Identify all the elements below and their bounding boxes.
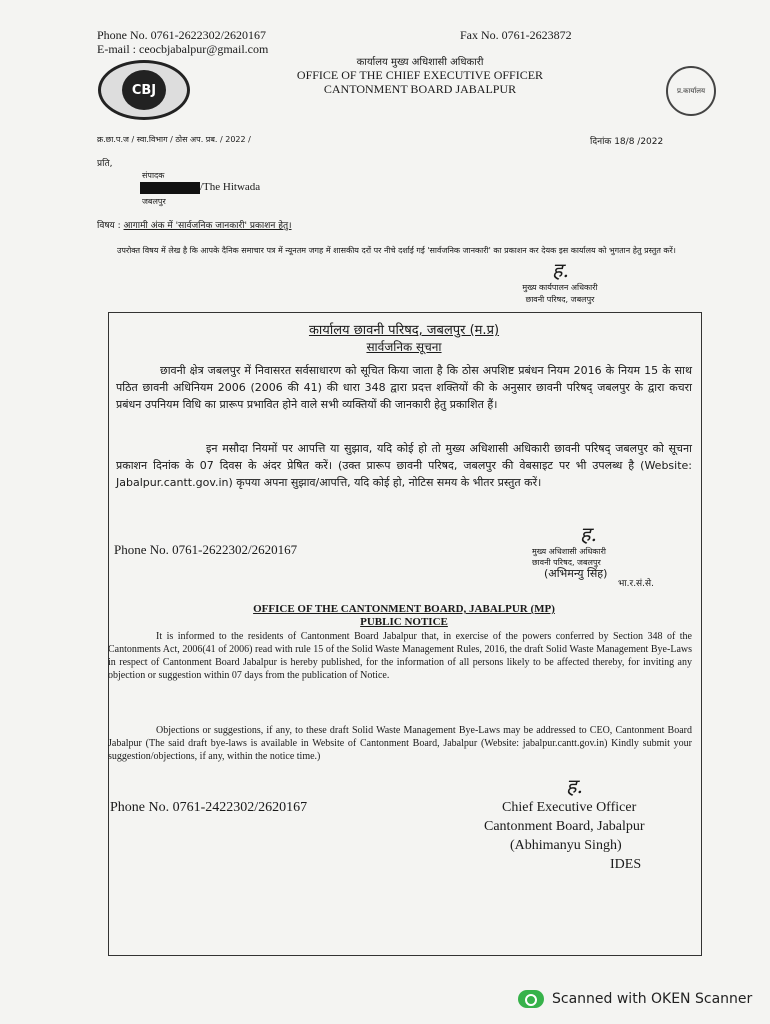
hindi-notice-title: कार्यालय छावनी परिषद, जबलपुर (म.प्र) — [308, 323, 500, 338]
office-title-en-2: CANTONMENT BOARD JABALPUR — [323, 82, 517, 96]
hindi-notice-para-2: इन मसौदा नियमों पर आपत्ति या सुझाव, यदि कोई हो तो मुख्य अधिशासी अधिकारी छावनी परिषद् जबलपुर को सूचना प्रकाशन दिनांक के 07 दिवस के अंदर प्रेषित करें। (उक्त प्रारूप छावनी परिषद, जबलपुर की वेबसाइट पर भी उपलब्ध है (Website: Jabalpur.cantt.gov.in) कृपया अपना सुझाव/आपत्ति, यदि कोई हो, नोटिस समय के भीतर प्रस्तुत करें। — [116, 442, 692, 489]
letterhead-contact — [97, 28, 268, 56]
english-signatory-title: Chief Executive Officer — [502, 800, 637, 815]
seal-text: प्र.कार्यालय — [676, 86, 706, 95]
oken-scanner-icon — [518, 990, 544, 1008]
english-signatory-office: Cantonment Board, Jabalpur — [484, 819, 645, 834]
english-notice-title: OFFICE OF THE CANTONMENT BOARD, JABALPUR (MP) — [253, 603, 555, 615]
hindi-notice-signature: ह. — [580, 522, 597, 546]
hindi-notice-para-1: छावनी क्षेत्र जबलपुर में निवासरत सर्वसाधारण को सूचित किया जाता है कि ठोस अपशिष्ट प्रबंधन नियम 2016 के नियम 15 के साथ पठित छावनी अधिनियम 2006 (2006 की 41) की धारा 348 द्वारा प्रदत्त शक्तियों की के अनुसार छावनी परिषद् जबलपुर के द्वारा कचरा प्रबंधन उपनियम विधि का प्रारूप प्रभावित होने वाले सभी व्यक्तियों की जानकारी हेतु प्रकाशित हैं। — [116, 364, 692, 411]
top-signature: ह. — [552, 258, 569, 282]
subject-line — [97, 218, 292, 231]
english-notice-para-2: Objections or suggestions, if any, to these draft Solid Waste Management Bye-Laws may be addressed to CEO, Cantonment Board Jabalpur (The said draft bye-laws is available in Website of Cantonment Board, Jabalpur (Website: jabalpur.cantt.gov.in) Kindly submit your suggestion/objections, if any, within the notice time.) — [108, 725, 692, 762]
top-signatory — [500, 282, 620, 306]
hindi-signatory-office: छावनी परिषद, जबलपुर — [532, 558, 601, 567]
top-signatory-office: छावनी परिषद, जबलपुर — [525, 295, 595, 304]
english-signatory-name: (Abhimanyu Singh) — [510, 838, 622, 853]
subject-label: विषय : — [97, 221, 121, 231]
hindi-notice-subtitle: सार्वजनिक सूचना — [366, 340, 442, 354]
hindi-notice-phone: Phone No. 0761-2622302/2620167 — [114, 542, 298, 557]
logo-emblem-icon: CBJ — [122, 70, 166, 110]
addressee-city: जबलपुर — [142, 197, 166, 206]
scanner-text: Scanned with OKEN Scanner — [552, 991, 753, 1007]
letter-body: उपरोक्त विषय में लेख है कि आपके दैनिक समाचार पत्र में न्यूनतम जगह में शासकीय दरों पर नीचे दर्शाई गई 'सार्वजनिक जानकारी' का प्रकाशन कर देयक इस कार्यालय को भुगतान हेतु प्रस्तुत करें। — [117, 246, 676, 255]
hindi-signatory-title: मुख्य अधिशासी अधिकारी — [532, 547, 606, 556]
fax-number: Fax No. 0761-2623872 — [460, 28, 572, 42]
english-notice-signature: ह. — [566, 774, 583, 798]
office-title-en-1: OFFICE OF THE CHIEF EXECUTIVE OFFICER — [296, 68, 544, 82]
prati-label: प्रति, — [97, 159, 113, 169]
hindi-signatory-name: (अभिमन्यु सिंह) — [544, 567, 608, 580]
scanner-watermark — [518, 990, 752, 1008]
hindi-signatory-service: भा.र.सं.से. — [618, 579, 654, 589]
hindi-notice-heading — [108, 320, 700, 355]
redaction-bar — [140, 182, 200, 194]
reference-number: क्र.छा.प.ज / स्वा.विभाग / ठोस अप. प्रब. / 2022 / — [97, 135, 251, 144]
english-signatory — [484, 798, 684, 874]
hindi-signatory — [532, 546, 654, 590]
subject-text: आगामी अंक में 'सार्वजनिक जानकारी' प्रकाशन हेतु। — [123, 221, 292, 231]
office-seal-icon — [666, 66, 716, 116]
english-notice-phone: Phone No. 0761-2422302/2620167 — [110, 800, 308, 815]
english-signatory-service: IDES — [610, 857, 642, 872]
english-notice-subtitle: PUBLIC NOTICE — [360, 616, 448, 628]
cantonment-logo — [98, 60, 190, 120]
english-notice-heading — [108, 603, 700, 629]
office-title-hindi: कार्यालय मुख्य अधिशासी अधिकारी — [356, 57, 484, 68]
newspaper-name: /The Hitwada — [200, 181, 261, 193]
office-heading — [280, 54, 560, 96]
addressee-title: संपादक — [142, 171, 165, 180]
email-address: E-mail : ceocbjabalpur@gmail.com — [97, 42, 269, 56]
top-signatory-title: मुख्य कार्यपालन अधिकारी — [522, 283, 598, 292]
english-notice-para-1: It is informed to the residents of Cantonment Board Jabalpur that, in exercise of the powers conferred by Section 348 of the Cantonments Act, 2006(41 of 2006) read with rule 15 of the Solid Waste Management Rules, 2016, the draft Solid Waste Management Bye-Laws in respect of Cantonment Board Jabalpur is hereby published, for the information of all persons likely to be affected thereby, for inviting any objection or suggestion within 07 days from the publication of Notice. — [108, 631, 692, 681]
phone-number: Phone No. 0761-2622302/2620167 — [97, 28, 266, 42]
letter-date: दिनांक 18/8 /2022 — [590, 137, 664, 147]
